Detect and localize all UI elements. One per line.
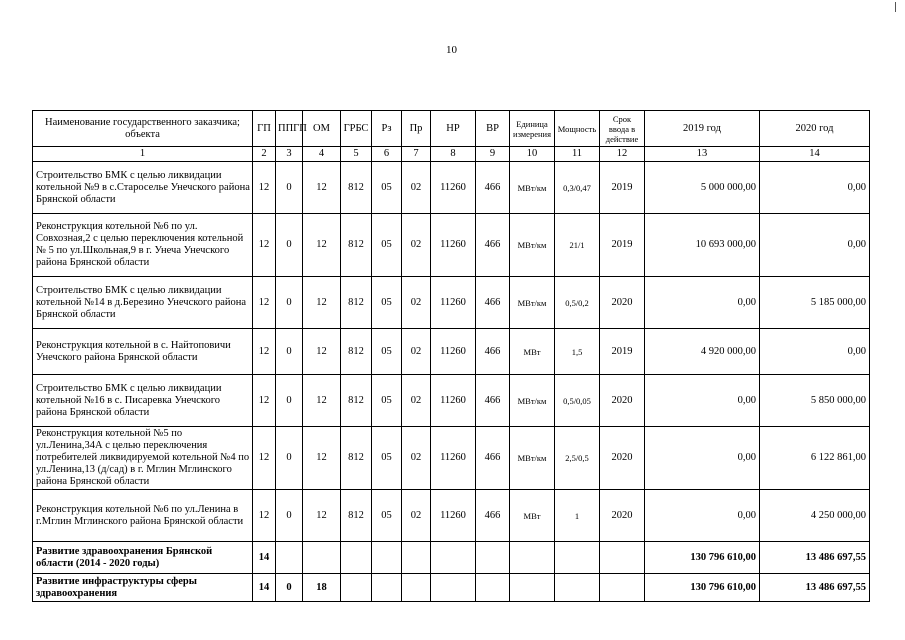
pr-cell: 02 — [402, 277, 431, 329]
col-number: 12 — [600, 147, 645, 162]
amount-2019: 0,00 — [645, 490, 760, 542]
gp-cell: 12 — [253, 375, 276, 427]
table-row — [33, 162, 870, 214]
amount-2020: 0,00 — [760, 162, 870, 214]
header-om: ОМ — [303, 111, 341, 147]
header-2020: 2020 год — [760, 111, 870, 147]
vr-cell: 466 — [476, 490, 510, 542]
empty-cell — [402, 574, 431, 602]
ppgp-cell: 0 — [276, 427, 303, 490]
om-cell: 12 — [303, 490, 341, 542]
table-row — [33, 490, 870, 542]
rz-cell: 05 — [372, 162, 402, 214]
header-nr: НР — [431, 111, 476, 147]
ppgp-cell: 0 — [276, 490, 303, 542]
header-unit: Единица измерения — [510, 111, 555, 147]
empty-cell — [402, 542, 431, 574]
col-number: 3 — [276, 147, 303, 162]
empty-cell — [600, 542, 645, 574]
pr-cell: 02 — [402, 329, 431, 375]
term-cell: 2019 — [600, 329, 645, 375]
budget-table — [32, 110, 870, 602]
amount-2019: 0,00 — [645, 427, 760, 490]
unit-cell: МВт/км — [510, 375, 555, 427]
om-cell: 12 — [303, 427, 341, 490]
empty-cell — [510, 574, 555, 602]
gp-cell: 14 — [253, 542, 276, 574]
col-number: 4 — [303, 147, 341, 162]
total-2020: 13 486 697,55 — [760, 542, 870, 574]
summary-row — [33, 574, 870, 602]
rz-cell: 05 — [372, 329, 402, 375]
col-number: 10 — [510, 147, 555, 162]
pr-cell: 02 — [402, 162, 431, 214]
gp-cell: 12 — [253, 214, 276, 277]
table-row — [33, 427, 870, 490]
table-row — [33, 214, 870, 277]
col-number: 11 — [555, 147, 600, 162]
header-gp: ГП — [253, 111, 276, 147]
power-cell: 1,5 — [555, 329, 600, 375]
header-vr: ВР — [476, 111, 510, 147]
unit-cell: МВт/км — [510, 214, 555, 277]
col-number: 8 — [431, 147, 476, 162]
om-cell: 12 — [303, 277, 341, 329]
pr-cell: 02 — [402, 427, 431, 490]
empty-cell — [600, 574, 645, 602]
rz-cell: 05 — [372, 214, 402, 277]
term-cell: 2019 — [600, 162, 645, 214]
amount-2019: 5 000 000,00 — [645, 162, 760, 214]
col-number: 13 — [645, 147, 760, 162]
ppgp-cell: 0 — [276, 214, 303, 277]
table-row — [33, 375, 870, 427]
nr-cell: 11260 — [431, 329, 476, 375]
amount-2020: 0,00 — [760, 214, 870, 277]
grbs-cell: 812 — [341, 277, 372, 329]
summary-name: Развитие здравоохранения Брянской области (2014 - 2020 годы) — [33, 542, 253, 574]
term-cell: 2020 — [600, 277, 645, 329]
empty-cell — [476, 542, 510, 574]
amount-2019: 10 693 000,00 — [645, 214, 760, 277]
object-name: Реконструкция котельной №6 по ул. Совхозная,2 с целью переключения котельной № 5 по ул.Школьная,9 в г. Унеча Унечского района Брянской области — [33, 214, 253, 277]
amount-2020: 5 185 000,00 — [760, 277, 870, 329]
term-cell: 2020 — [600, 427, 645, 490]
vr-cell: 466 — [476, 214, 510, 277]
header-rz: Рз — [372, 111, 402, 147]
summary-name: Развитие инфраструктуры сферы здравоохранения — [33, 574, 253, 602]
om-cell: 12 — [303, 214, 341, 277]
nr-cell: 11260 — [431, 162, 476, 214]
rz-cell: 05 — [372, 427, 402, 490]
header-power: Мощность — [555, 111, 600, 147]
object-name: Строительство БМК с целью ликвидации котельной №14 в д.Березино Унечского района Брянской области — [33, 277, 253, 329]
pr-cell: 02 — [402, 214, 431, 277]
gp-cell: 12 — [253, 490, 276, 542]
table-row — [33, 277, 870, 329]
vr-cell: 466 — [476, 329, 510, 375]
power-cell: 0,5/0,05 — [555, 375, 600, 427]
unit-cell: МВт — [510, 490, 555, 542]
vr-cell: 466 — [476, 162, 510, 214]
table-row — [33, 329, 870, 375]
om-cell: 12 — [303, 329, 341, 375]
nr-cell: 11260 — [431, 375, 476, 427]
header-name: Наименование государственного заказчика; объекта — [33, 111, 253, 147]
unit-cell: МВт/км — [510, 277, 555, 329]
nr-cell: 11260 — [431, 427, 476, 490]
power-cell: 21/1 — [555, 214, 600, 277]
total-2020: 13 486 697,55 — [760, 574, 870, 602]
total-2019: 130 796 610,00 — [645, 574, 760, 602]
vr-cell: 466 — [476, 427, 510, 490]
object-name: Реконструкция котельной в с. Найтоповичи Унечского района Брянской области — [33, 329, 253, 375]
unit-cell: МВт/км — [510, 427, 555, 490]
column-number-row — [33, 147, 870, 162]
col-number: 7 — [402, 147, 431, 162]
empty-cell — [341, 542, 372, 574]
vr-cell: 466 — [476, 277, 510, 329]
gp-cell: 14 — [253, 574, 276, 602]
om-cell — [303, 542, 341, 574]
empty-cell — [431, 574, 476, 602]
term-cell: 2020 — [600, 375, 645, 427]
object-name: Реконструкция котельной №5 по ул.Ленина,34А с целью переключения потребителей ликвидируемой котельной №4 по ул.Ленина,13 (д/сад) в г. Мглин Мглинского района Брянской области — [33, 427, 253, 490]
vr-cell: 466 — [476, 375, 510, 427]
ppgp-cell: 0 — [276, 162, 303, 214]
empty-cell — [476, 574, 510, 602]
header-term: Срок ввода в действие — [600, 111, 645, 147]
grbs-cell: 812 — [341, 375, 372, 427]
empty-cell — [510, 542, 555, 574]
col-number: 9 — [476, 147, 510, 162]
term-cell: 2020 — [600, 490, 645, 542]
summary-row — [33, 542, 870, 574]
amount-2019: 0,00 — [645, 375, 760, 427]
header-grbs: ГРБС — [341, 111, 372, 147]
empty-cell — [372, 542, 402, 574]
total-2019: 130 796 610,00 — [645, 542, 760, 574]
amount-2020: 5 850 000,00 — [760, 375, 870, 427]
amount-2019: 0,00 — [645, 277, 760, 329]
om-cell: 18 — [303, 574, 341, 602]
header-ppgp: ППГП — [276, 111, 303, 147]
nr-cell: 11260 — [431, 490, 476, 542]
ppgp-cell — [276, 542, 303, 574]
empty-cell — [555, 542, 600, 574]
col-number: 1 — [33, 147, 253, 162]
col-number: 6 — [372, 147, 402, 162]
empty-cell — [372, 574, 402, 602]
om-cell: 12 — [303, 375, 341, 427]
amount-2020: 0,00 — [760, 329, 870, 375]
power-cell: 0,5/0,2 — [555, 277, 600, 329]
ppgp-cell: 0 — [276, 574, 303, 602]
grbs-cell: 812 — [341, 490, 372, 542]
grbs-cell: 812 — [341, 214, 372, 277]
grbs-cell: 812 — [341, 329, 372, 375]
object-name: Строительство БМК с целью ликвидации котельной №9 в с.Староселье Унечского района Брянской области — [33, 162, 253, 214]
gp-cell: 12 — [253, 277, 276, 329]
object-name: Реконструкция котельной №6 по ул.Ленина в г.Мглин Мглинского района Брянской области — [33, 490, 253, 542]
col-number: 5 — [341, 147, 372, 162]
empty-cell — [341, 574, 372, 602]
nr-cell: 11260 — [431, 214, 476, 277]
amount-2020: 6 122 861,00 — [760, 427, 870, 490]
rz-cell: 05 — [372, 375, 402, 427]
empty-cell — [431, 542, 476, 574]
page-number: 10 — [446, 44, 457, 56]
gp-cell: 12 — [253, 329, 276, 375]
ppgp-cell: 0 — [276, 329, 303, 375]
gp-cell: 12 — [253, 427, 276, 490]
nr-cell: 11260 — [431, 277, 476, 329]
ppgp-cell: 0 — [276, 277, 303, 329]
unit-cell: МВт — [510, 329, 555, 375]
unit-cell: МВт/км — [510, 162, 555, 214]
om-cell: 12 — [303, 162, 341, 214]
pr-cell: 02 — [402, 375, 431, 427]
term-cell: 2019 — [600, 214, 645, 277]
grbs-cell: 812 — [341, 162, 372, 214]
grbs-cell: 812 — [341, 427, 372, 490]
gp-cell: 12 — [253, 162, 276, 214]
header-2019: 2019 год — [645, 111, 760, 147]
pr-cell: 02 — [402, 490, 431, 542]
header-row — [33, 111, 870, 147]
col-number: 2 — [253, 147, 276, 162]
amount-2019: 4 920 000,00 — [645, 329, 760, 375]
rz-cell: 05 — [372, 490, 402, 542]
col-number: 14 — [760, 147, 870, 162]
ppgp-cell: 0 — [276, 375, 303, 427]
object-name: Строительство БМК с целью ликвидации котельной №16 в с. Писаревка Унечского района Брянской области — [33, 375, 253, 427]
power-cell: 0,3/0,47 — [555, 162, 600, 214]
header-pr: Пр — [402, 111, 431, 147]
rz-cell: 05 — [372, 277, 402, 329]
amount-2020: 4 250 000,00 — [760, 490, 870, 542]
empty-cell — [555, 574, 600, 602]
power-cell: 1 — [555, 490, 600, 542]
scan-edge-mark — [895, 2, 896, 12]
power-cell: 2,5/0,5 — [555, 427, 600, 490]
